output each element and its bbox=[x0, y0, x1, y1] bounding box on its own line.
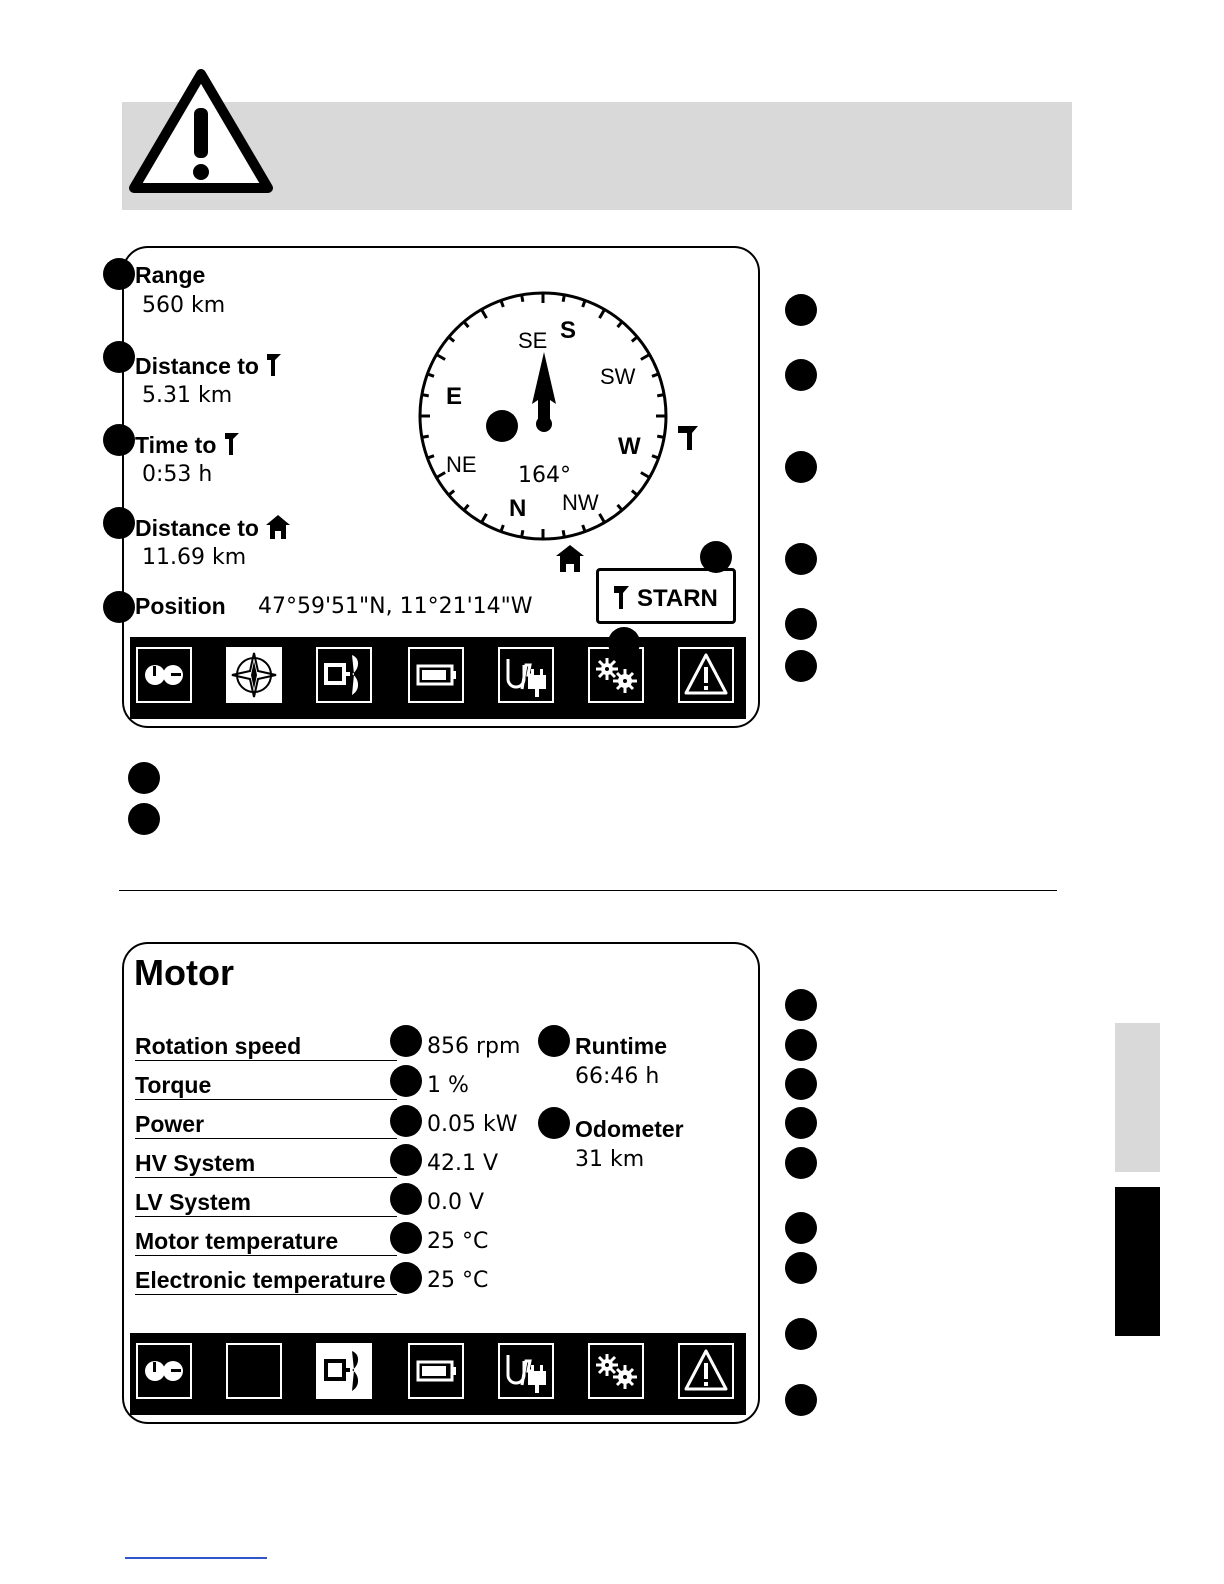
distance-waypoint-value: 5.31 km bbox=[142, 383, 233, 408]
range-label: Range bbox=[135, 262, 206, 288]
runtime-value: 66:46 h bbox=[575, 1064, 660, 1089]
tab-motor[interactable] bbox=[316, 1343, 372, 1399]
starn-button[interactable] bbox=[596, 568, 736, 624]
motor-row-label: LV System bbox=[135, 1189, 397, 1217]
callout-marker bbox=[608, 627, 640, 659]
battery-icon bbox=[410, 649, 462, 701]
compass-icon bbox=[228, 649, 280, 701]
tab-gauges[interactable] bbox=[136, 647, 192, 703]
motor-row-label: Electronic temperature bbox=[135, 1267, 397, 1295]
charging-icon bbox=[500, 649, 552, 701]
compass-tick bbox=[522, 530, 523, 537]
compass-icon bbox=[228, 1345, 280, 1397]
motor-row-value: 0.05 kW bbox=[427, 1112, 518, 1137]
callout-marker bbox=[390, 1222, 422, 1254]
callout-marker bbox=[103, 591, 135, 623]
motor-title: Motor bbox=[134, 952, 234, 993]
battery-icon bbox=[410, 1345, 462, 1397]
section-divider bbox=[119, 890, 1057, 891]
compass-tick bbox=[422, 436, 429, 437]
time-waypoint-label: Time to bbox=[135, 431, 241, 459]
compass-dir-ne: NE bbox=[446, 452, 477, 477]
callout-marker bbox=[128, 803, 160, 835]
tab-gauges[interactable] bbox=[136, 1343, 192, 1399]
tab-bar bbox=[130, 1333, 746, 1415]
waypoint-flag-icon bbox=[613, 585, 631, 611]
tab-battery[interactable] bbox=[408, 647, 464, 703]
tab-warning[interactable] bbox=[678, 647, 734, 703]
position-value: 47°59'51"N, 11°21'14"W bbox=[258, 594, 533, 619]
callout-marker bbox=[785, 1318, 817, 1350]
waypoint-flag-icon bbox=[678, 426, 698, 450]
motor-row-value: 25 °C bbox=[427, 1229, 489, 1254]
tab-compass[interactable] bbox=[226, 647, 282, 703]
time-waypoint-value: 0:53 h bbox=[142, 462, 213, 487]
footer-link-line bbox=[125, 1557, 267, 1559]
callout-marker bbox=[785, 1107, 817, 1139]
callout-marker bbox=[128, 762, 160, 794]
gauges-icon bbox=[138, 649, 190, 701]
tab-compass[interactable] bbox=[226, 1343, 282, 1399]
starn-label: STARN bbox=[637, 585, 718, 612]
callout-marker bbox=[785, 1029, 817, 1061]
compass-dir-w: W bbox=[618, 433, 641, 460]
side-tab-gray bbox=[1115, 1023, 1160, 1172]
callout-marker bbox=[785, 1252, 817, 1284]
home-icon bbox=[265, 514, 291, 540]
odometer-value: 31 km bbox=[575, 1147, 645, 1172]
warning-triangle-icon bbox=[128, 68, 274, 194]
tab-battery[interactable] bbox=[408, 1343, 464, 1399]
compass-tick bbox=[422, 395, 429, 396]
distance-home-value: 11.69 km bbox=[142, 545, 247, 570]
compass-tick bbox=[563, 295, 564, 302]
motor-row-label: Power bbox=[135, 1111, 397, 1139]
motor-icon bbox=[318, 649, 370, 701]
tab-warning[interactable] bbox=[678, 1343, 734, 1399]
callout-marker bbox=[785, 1147, 817, 1179]
compass-tick bbox=[563, 530, 564, 537]
charging-icon bbox=[500, 1345, 552, 1397]
callout-marker bbox=[103, 341, 135, 373]
compass bbox=[410, 288, 710, 578]
callout-marker bbox=[785, 451, 817, 483]
tab-charging[interactable] bbox=[498, 1343, 554, 1399]
runtime-label: Runtime bbox=[575, 1033, 667, 1059]
callout-marker bbox=[103, 507, 135, 539]
waypoint-flag-icon bbox=[265, 352, 283, 378]
motor-row-value: 25 °C bbox=[427, 1268, 489, 1293]
tab-charging[interactable] bbox=[498, 647, 554, 703]
callout-marker bbox=[103, 258, 135, 290]
motor-row-value: 856 rpm bbox=[427, 1034, 521, 1059]
tab-motor[interactable] bbox=[316, 647, 372, 703]
range-value: 560 km bbox=[142, 293, 226, 318]
callout-marker bbox=[390, 1105, 422, 1137]
compass-dir-s: S bbox=[560, 317, 577, 344]
callout-marker bbox=[486, 410, 518, 442]
callout-marker bbox=[785, 608, 817, 640]
position-label: Position bbox=[135, 593, 226, 619]
motor-row-label: Rotation speed bbox=[135, 1033, 397, 1061]
callout-marker bbox=[785, 650, 817, 682]
compass-dir-se: SE bbox=[518, 328, 548, 353]
compass-tick bbox=[522, 295, 523, 302]
tab-settings[interactable] bbox=[588, 1343, 644, 1399]
odometer-label: Odometer bbox=[575, 1116, 684, 1142]
callout-marker bbox=[785, 1212, 817, 1244]
callout-marker bbox=[390, 1065, 422, 1097]
motor-row-value: 0.0 V bbox=[427, 1190, 485, 1215]
motor-row-value: 1 % bbox=[427, 1073, 469, 1098]
side-tab-black bbox=[1115, 1187, 1160, 1336]
callout-marker bbox=[785, 543, 817, 575]
callout-marker bbox=[103, 424, 135, 456]
motor-row-label: HV System bbox=[135, 1150, 397, 1178]
callout-marker bbox=[390, 1144, 422, 1176]
compass-heading: 164° bbox=[518, 463, 571, 488]
callout-marker bbox=[785, 1384, 817, 1416]
warning-icon bbox=[680, 1345, 732, 1397]
tab-bar bbox=[130, 637, 746, 719]
callout-marker bbox=[538, 1025, 570, 1057]
callout-marker bbox=[785, 359, 817, 391]
waypoint-flag-icon bbox=[223, 431, 241, 457]
callout-marker bbox=[538, 1107, 570, 1139]
gauges-icon bbox=[138, 1345, 190, 1397]
callout-marker bbox=[785, 1068, 817, 1100]
motor-row-value: 42.1 V bbox=[427, 1151, 499, 1176]
compass-dir-e: E bbox=[446, 383, 463, 410]
compass-dir-n: N bbox=[509, 495, 527, 522]
compass-dir-sw: SW bbox=[600, 364, 636, 389]
home-icon bbox=[556, 545, 584, 572]
distance-home-label: Distance to bbox=[135, 514, 291, 542]
callout-marker bbox=[390, 1183, 422, 1215]
callout-marker bbox=[700, 541, 732, 573]
callout-marker bbox=[390, 1262, 422, 1294]
compass-tick bbox=[657, 395, 664, 396]
motor-row-label: Torque bbox=[135, 1072, 397, 1100]
compass-dir-nw: NW bbox=[562, 490, 599, 515]
callout-marker bbox=[390, 1025, 422, 1057]
warning-icon bbox=[680, 649, 732, 701]
compass-tick bbox=[657, 436, 664, 437]
distance-waypoint-label: Distance to bbox=[135, 352, 283, 380]
callout-marker bbox=[785, 294, 817, 326]
motor-row-label: Motor temperature bbox=[135, 1228, 397, 1256]
callout-marker bbox=[785, 989, 817, 1021]
settings-icon bbox=[590, 1345, 642, 1397]
motor-icon bbox=[318, 1345, 370, 1397]
